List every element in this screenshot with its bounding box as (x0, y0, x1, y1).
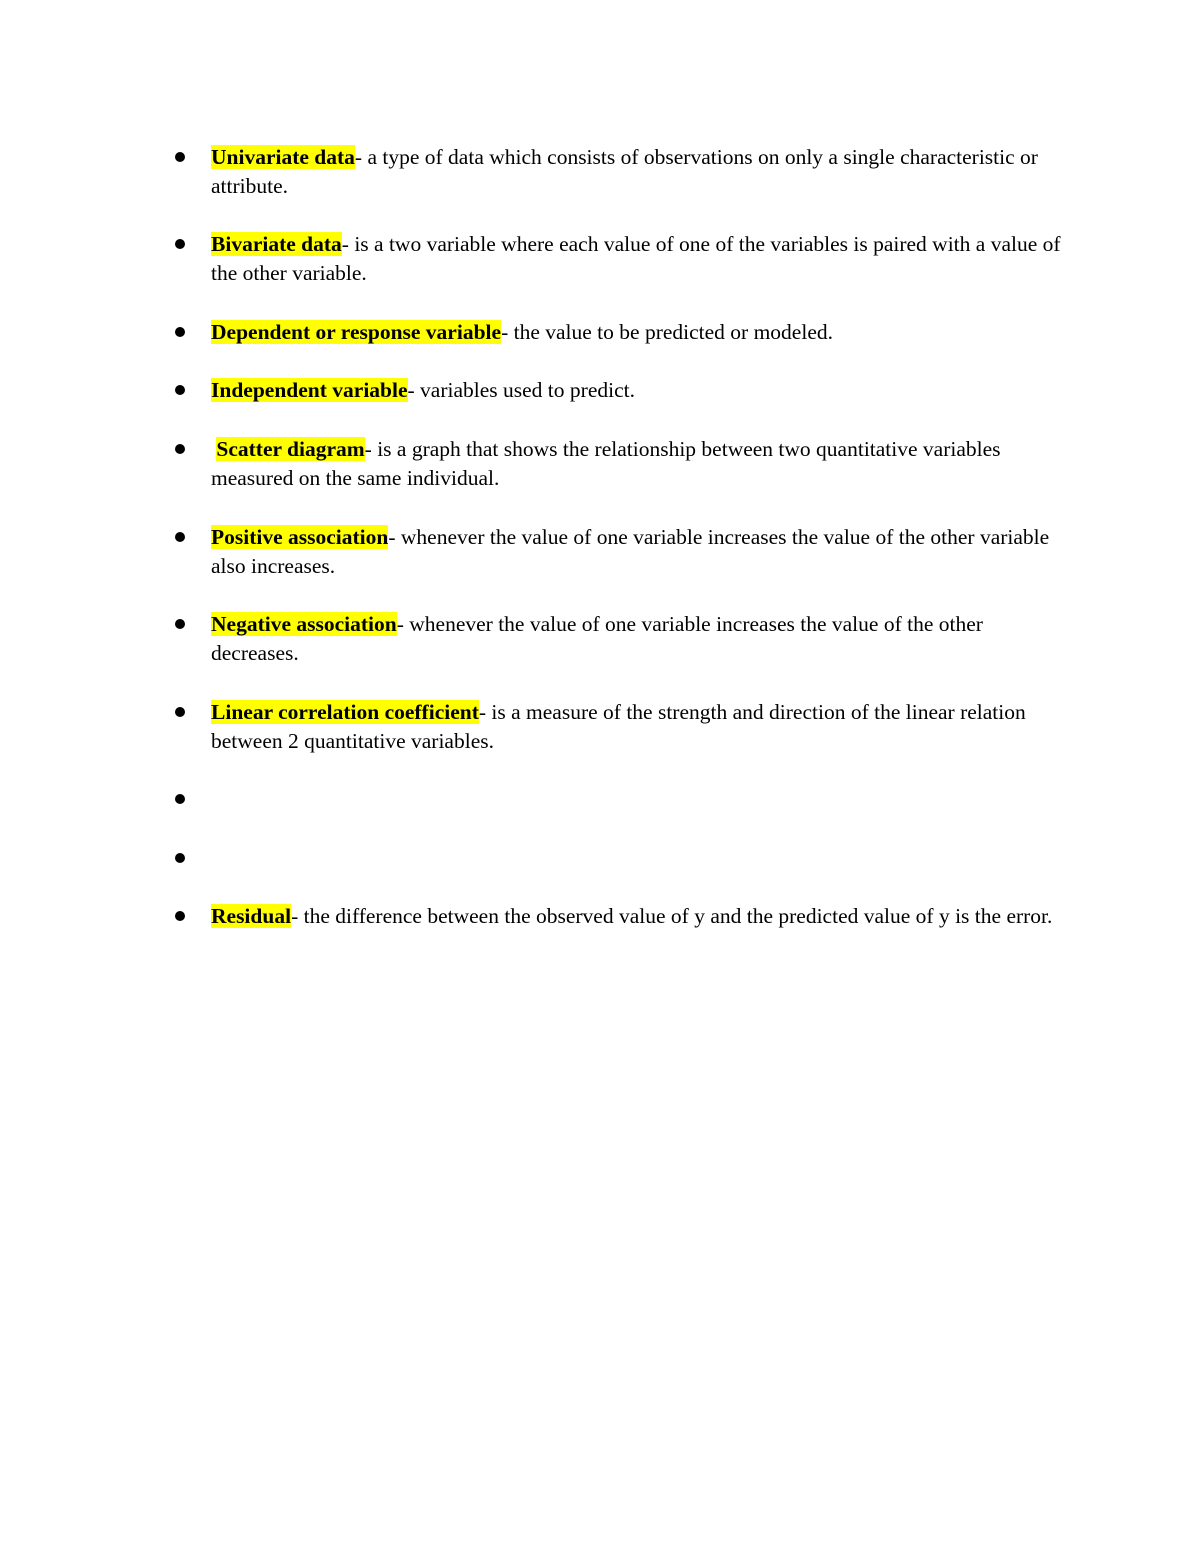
definition-text: - is a two variable where each value of one of the variables is paired with a value of the other variable. (211, 232, 1061, 285)
term-label: Linear correlation coefficient (211, 700, 479, 724)
definition-text: - the value to be predicted or modeled. (501, 320, 833, 344)
bullet-icon (175, 444, 185, 454)
bullet-icon (175, 911, 185, 921)
list-item-text (211, 143, 1071, 200)
bullet-icon (175, 239, 185, 249)
definition-text: - whenever the value of one variable increases the value of the other decreases. (211, 612, 983, 665)
term-label: Univariate data (211, 145, 355, 169)
list-item-text (211, 698, 1071, 755)
list-item-text (211, 318, 1071, 347)
bullet-icon (175, 385, 185, 395)
definition-text: - a type of data which consists of observations on only a single characteristic or attribute. (211, 145, 1038, 198)
list-item-text (211, 435, 1071, 492)
bullet-icon (175, 707, 185, 717)
term-label: Scatter diagram (216, 437, 365, 461)
definition-text: - the difference between the observed value of y and the predicted value of y is the error. (291, 904, 1053, 928)
list-item-text (211, 902, 1071, 931)
definition-text: - is a measure of the strength and direction of the linear relation between 2 quantitative variables. (211, 700, 1026, 753)
list-item-text (211, 376, 1071, 405)
term-label: Bivariate data (211, 232, 342, 256)
definition-text: - variables used to predict. (407, 378, 635, 402)
term-label: Positive association (211, 525, 389, 549)
term-label: Dependent or response variable (211, 320, 502, 344)
bullet-icon (175, 327, 185, 337)
definition-text: - whenever the value of one variable increases the value of the other variable also increases. (211, 525, 1050, 578)
definition-text: - is a graph that shows the relationship between two quantitative variables measured on the same individual. (211, 437, 1006, 490)
term-label: Residual (211, 904, 292, 928)
bullet-icon (175, 619, 185, 629)
list-item-text (211, 523, 1071, 580)
bullet-icon (175, 853, 185, 863)
term-label: Independent variable (211, 378, 408, 402)
list-item-text (211, 610, 1071, 667)
bullet-icon (175, 532, 185, 542)
term-label: Negative association (211, 612, 397, 636)
bullet-icon (175, 794, 185, 804)
bullet-icon (175, 152, 185, 162)
list-item-text (211, 230, 1071, 287)
